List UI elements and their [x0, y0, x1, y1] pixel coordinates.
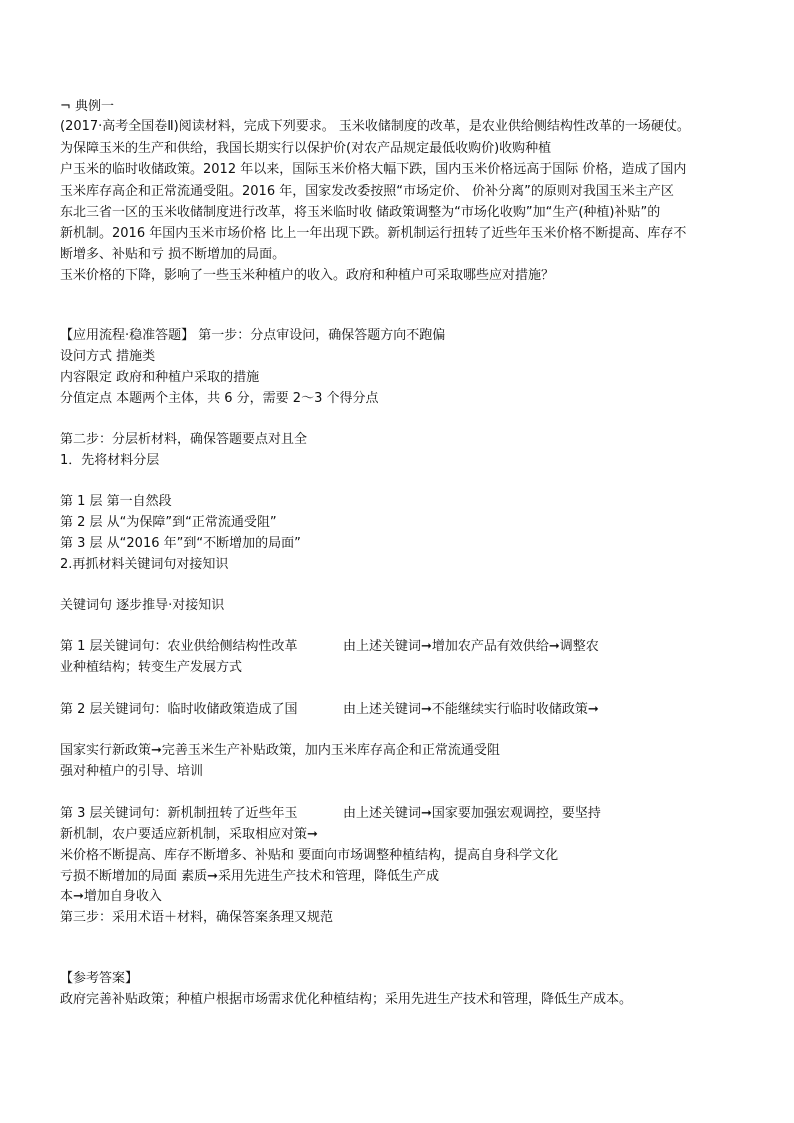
layer-3: 第 3 层 从“2016 年”到“不断增加的局面” — [60, 536, 301, 551]
kw2-right: 由上述关键词➞不能继续实行临时收储政策➞ — [343, 702, 599, 717]
step3-heading: 第三步：采用术语＋材料，确保答案条理又规范 — [60, 910, 334, 925]
kw2-cont: 强对种植户的引导、培训 — [60, 764, 204, 779]
material-line: 为保障玉米的生产和供给，我国长期实行以保护价(对农产品规定最低收购价)收购种植 — [60, 141, 552, 156]
kw3-cont: 新机制，农户要适应新机制，采取相应对策➞ — [60, 827, 318, 842]
kw3-cont: 米价格不断提高、库存不断增多、补贴和 要面向市场调整种植结构，提高自身科学文化 — [60, 848, 559, 863]
step2-sub1: 1．先将材料分层 — [60, 453, 160, 468]
kw3-left: 第 3 层关键词句：新机制扭转了近些年玉 — [60, 806, 298, 821]
kw3-cont: 亏损不断增加的局面 素质➞采用先进生产技术和管理，降低生产成 — [60, 869, 440, 884]
kw1-cont: 业种植结构；转变生产发展方式 — [60, 660, 243, 675]
question-type: 设问方式 措施类 — [60, 349, 156, 364]
step2-heading: 第二步：分层析材料，确保答题要点对且全 — [60, 432, 308, 447]
score-points: 分值定点 本题两个主体，共 6 分，需要 2～3 个得分点 — [60, 391, 379, 406]
example-heading: ¬ 典例一 — [60, 99, 115, 114]
material-line: (2017·高考全国卷Ⅱ)阅读材料，完成下列要求。 玉米收储制度的改革，是农业供给侧结构性改革的一场硬仗。 — [60, 119, 690, 134]
step2-sub2: 2.再抓材料关键词句对接知识 — [60, 557, 229, 572]
kw1-right: 由上述关键词➞增加农产品有效供给➞调整农 — [343, 639, 599, 654]
layer-1: 第 1 层 第一自然段 — [60, 494, 172, 509]
material-line: 户玉米的临时收储政策。2012 年以来，国际玉米价格大幅下跌，国内玉米价格远高于国际 价格，造成了国内 — [60, 162, 687, 177]
kw3-right: 由上述关键词➞国家要加强宏观调控，要坚持 — [343, 806, 601, 821]
kw3-cont: 本➞增加自身收入 — [60, 889, 162, 904]
answer-text: 政府完善补贴政策；种植户根据市场需求优化种植结构；采用先进生产技术和管理，降低生产成本。 — [60, 992, 633, 1007]
question-line: 玉米价格的下降，影响了一些玉米种植户的收入。政府和种植户可采取哪些应对措施？ — [60, 268, 555, 283]
content-limit: 内容限定 政府和种植户采取的措施 — [60, 370, 260, 385]
kw2-cont: 国家实行新政策➞完善玉米生产补贴政策，加内玉米库存高企和正常流通受阻 — [60, 743, 500, 758]
answer-title: 【参考答案】 — [60, 971, 139, 986]
kw2-left: 第 2 层关键词句：临时收储政策造成了国 — [60, 702, 298, 717]
layer-2: 第 2 层 从“为保障”到“正常流通受阻” — [60, 515, 277, 530]
material-line: 断增多、补贴和亏 损不断增加的局面。 — [60, 247, 286, 262]
material-line: 玉米库存高企和正常流通受阻。2016 年，国家发改委按照“市场定价、 价补分离”的原则对我国玉米主产区 — [60, 184, 674, 199]
step1-heading: 【应用流程·稳准答题】 第一步：分点审设问，确保答题方向不跑偏 — [60, 328, 446, 343]
material-line: 东北三省一区的玉米收储制度进行改革，将玉米临时收 储政策调整为“市场化收购”加“生产(种植)补贴”的 — [60, 205, 661, 220]
keyword-title: 关键词句 逐步推导·对接知识 — [60, 598, 225, 613]
material-line: 新机制。2016 年国内玉米市场价格 比上一年出现下跌。新机制运行扭转了近些年玉米价格不断提高、库存不 — [60, 226, 687, 241]
kw1-left: 第 1 层关键词句：农业供给侧结构性改革 — [60, 639, 298, 654]
